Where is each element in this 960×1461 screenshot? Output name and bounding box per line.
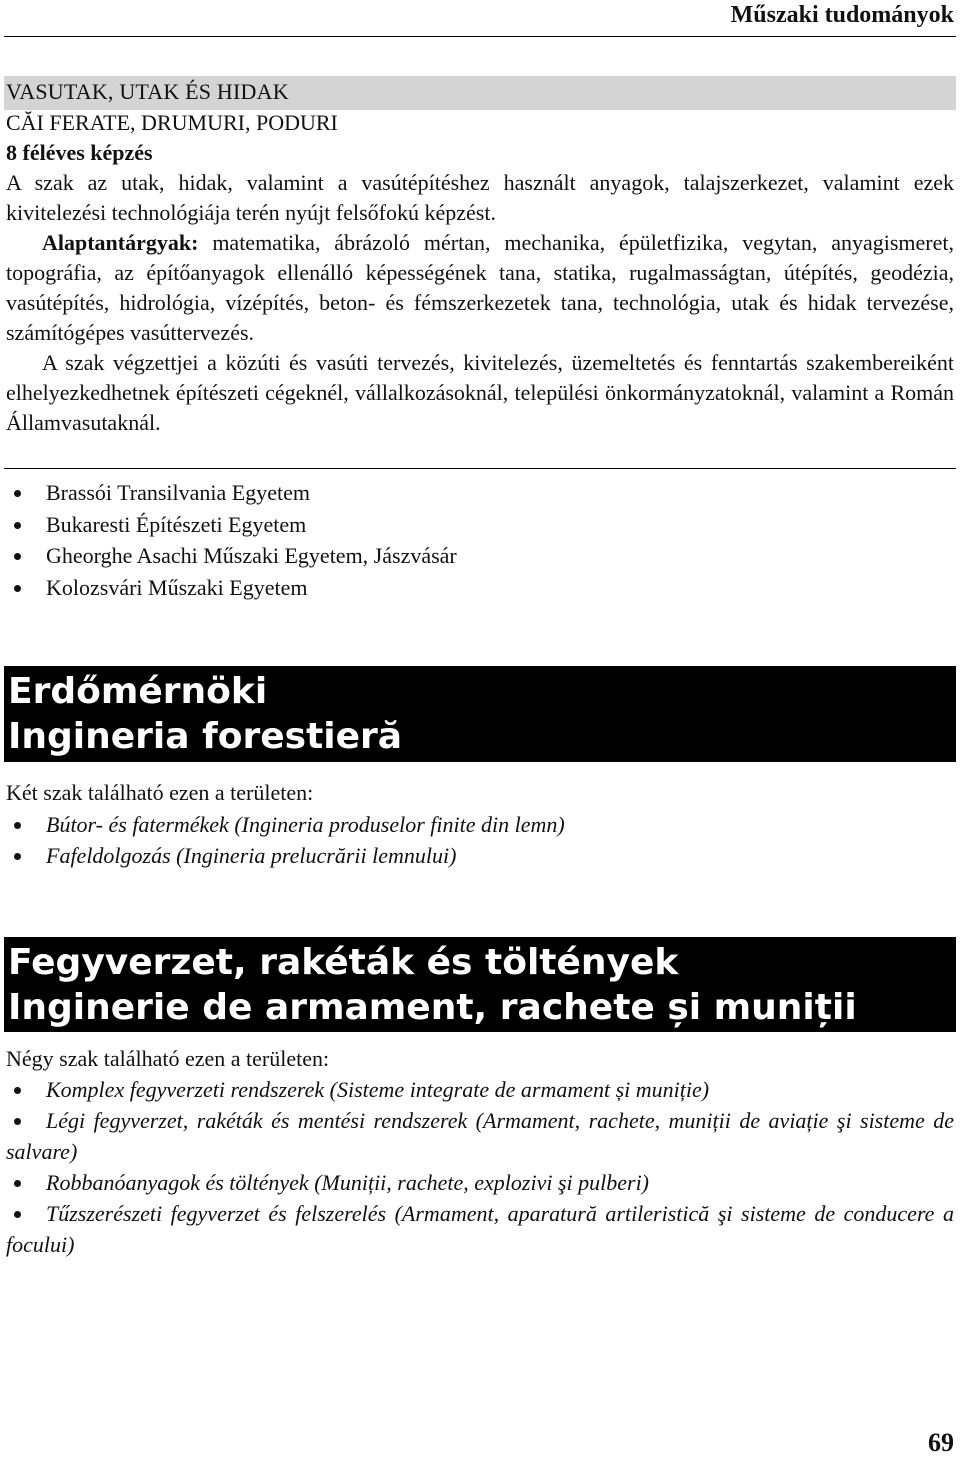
university-list bbox=[6, 477, 954, 603]
armament-content bbox=[6, 1043, 954, 1260]
list-item: Komplex fegyverzeti rendszerek (Sisteme integrate de armament și muniție) bbox=[6, 1074, 954, 1105]
running-head: Műszaki tudományok bbox=[730, 2, 954, 28]
armament-intro: Négy szak található ezen a területen: bbox=[6, 1046, 330, 1071]
list-item: Bútor- és fatermékek (Ingineria produselor finite din lemn) bbox=[6, 809, 954, 841]
section-heading-armament bbox=[4, 937, 956, 1032]
list-item: Brassói Transilvania Egyetem bbox=[6, 477, 954, 509]
forestry-list bbox=[6, 809, 954, 872]
section-railways-roads-bridges bbox=[6, 76, 954, 438]
heading-hu: Erdőmérnöki bbox=[8, 671, 268, 712]
page-number: 69 bbox=[928, 1428, 954, 1457]
core-subjects-label: Alaptantárgyak: bbox=[42, 230, 199, 255]
section-heading-forestry bbox=[4, 666, 956, 762]
careers-paragraph: A szak végzettjei a közúti és vasúti tervezés, kivitelezés, üzemeltetés és fenntartás szakembereiként elhelyezkedhetnek építészeti cégeknél, vállalkozásoknál, települési önkormányzatoknál, valamint a Román Államvasutaknál. bbox=[6, 350, 954, 435]
forestry-intro: Két szak található ezen a területen: bbox=[6, 780, 314, 805]
list-item: Gheorghe Asachi Műszaki Egyetem, Jászvásár bbox=[6, 540, 954, 572]
forestry-content bbox=[6, 777, 954, 872]
core-subjects-text: matematika, ábrázoló mértan, mechanika, épületfizika, vegytan, anyagismeret, topográfia, az építőanyagok ellenálló képességének tana, statika, rugalmasságtan, útépítés, geodézia, vasútépítés, hidrológia, vízépítés, beton- és fémszerkezetek tana, technológia, utak és hidak tervezése, számítógépes vasúttervezés. bbox=[6, 230, 954, 345]
armament-list bbox=[6, 1074, 954, 1260]
heading-hu: Fegyverzet, rakéták és töltények bbox=[8, 942, 679, 983]
section-divider bbox=[4, 468, 956, 469]
section-title-hu: VASUTAK, UTAK ÉS HIDAK bbox=[6, 79, 289, 104]
heading-ro: Ingineria forestieră bbox=[8, 716, 403, 757]
semester-info: 8 féléves képzés bbox=[6, 140, 153, 165]
list-item: Bukaresti Építészeti Egyetem bbox=[6, 509, 954, 541]
heading-ro: Inginerie de armament, rachete și muniții bbox=[8, 987, 857, 1028]
list-item: Légi fegyverzet, rakéták és mentési rendszerek (Armament, rachete, muniții de aviație şi sisteme de salvare) bbox=[6, 1105, 954, 1167]
list-item: Kolozsvári Műszaki Egyetem bbox=[6, 572, 954, 604]
header-rule bbox=[4, 36, 956, 37]
section-intro: A szak az utak, hidak, valamint a vasútépítéshez használt anyagok, talajszerkezet, valamint ezek kivitelezési technológiája terén nyújt felsőfokú képzést. bbox=[6, 170, 954, 225]
list-item: Tűzszerészeti fegyverzet és felszerelés (Armament, aparatură artileristică şi sisteme de conducere a focului) bbox=[6, 1198, 954, 1260]
section-title-ro: CĂI FERATE, DRUMURI, PODURI bbox=[6, 110, 338, 135]
core-subjects-paragraph bbox=[6, 228, 954, 348]
list-item: Fafeldolgozás (Ingineria prelucrării lemnului) bbox=[6, 840, 954, 872]
list-item: Robbanóanyagok és töltények (Muniții, rachete, explozivi şi pulberi) bbox=[6, 1167, 954, 1198]
